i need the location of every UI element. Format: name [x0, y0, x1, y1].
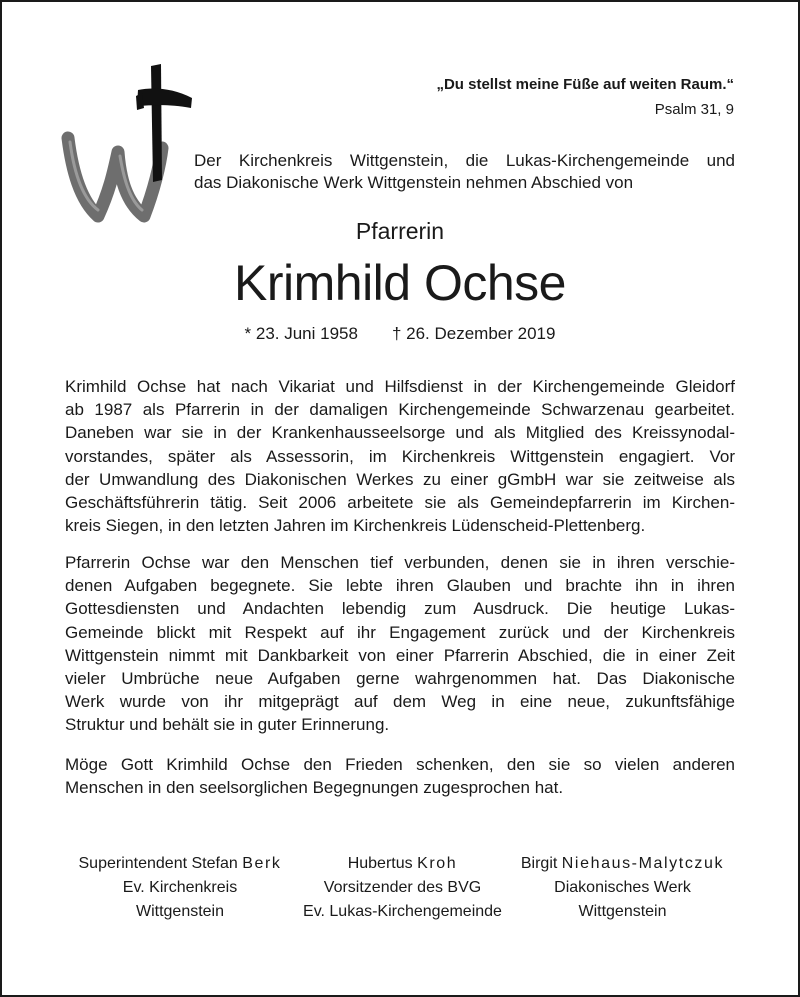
paragraph-line: Menschen in den seelsorglichen Begegnungen zugesprochen hat. — [65, 778, 564, 798]
signatory-role: Vorsitzender des BVG — [323, 879, 482, 896]
life-dates — [0, 324, 800, 344]
signatory-surname: Berk — [242, 855, 282, 872]
signature-bvg-chair — [285, 852, 520, 924]
signatory-organization-location: Wittgenstein — [135, 903, 225, 920]
signature-superintendent — [60, 852, 300, 924]
deceased-name: Krimhild Ochse — [234, 255, 566, 311]
signatory-organization: Ev. Kirchenkreis — [122, 879, 238, 896]
paragraph-line: Pfarrerin Ochse war den Menschen tief verbunden, denen sie in ihren verschie- — [65, 553, 735, 572]
signatory-name — [285, 852, 520, 876]
signatory-surname: Niehaus-Malytczuk — [561, 855, 725, 872]
paragraph-line: Krimhild Ochse hat nach Vikariat und Hilfsdienst in der Kirchengemeinde Gleidorf — [65, 377, 735, 396]
signatory-organization: Diakonisches Werk — [554, 879, 691, 896]
paragraph-line: Daneben war sie in der Krankenhausseelsorge und als Mitglied des Kreissynodal- — [65, 423, 735, 443]
paragraph-line: denen Aufgaben begegnete. Sie lebte ihren Glauben und brachte ihn in ihren — [65, 576, 735, 596]
paragraph-line: Gottesdiensten und Andachten lebendig zum Ausdruck. Die heutige Lukas- — [65, 599, 735, 619]
paragraph-line: Geschäftsführerin tätig. Seit 2006 arbeitete sie als Gemeindepfarrerin im Kirchen- — [65, 493, 735, 513]
signatory-first-names: Birgit — [520, 855, 562, 872]
signatory-name — [505, 852, 740, 876]
signatory-name — [60, 852, 300, 876]
birth-date: * 23. Juni 1958 — [244, 324, 358, 343]
epigraph-quote: „Du stellst meine Füße auf weiten Raum.“ — [436, 76, 734, 93]
paragraph-line: der Umwandlung des Diakonischen Werkes zu einer gGmbH war sie zeitweise als — [65, 469, 735, 489]
paragraph-line: Struktur und behält sie in guter Erinnerung. — [65, 715, 390, 735]
paragraph-biography — [65, 375, 735, 537]
paragraph-blessing — [65, 753, 735, 799]
signatory-first-names: Hubertus — [347, 855, 418, 872]
signatory-first-names: Superintendent Stefan — [78, 855, 243, 872]
signatory-surname: Kroh — [417, 855, 458, 872]
church-district-logo — [58, 60, 198, 225]
paragraph-line: vorstandes, später als Assessorin, im Kirchenkreis Wittgenstein engagiert. Vor — [65, 446, 735, 466]
signature-diakonie — [505, 852, 740, 924]
intro-line: das Diakonische Werk Wittgenstein nehmen Abschied von — [194, 173, 634, 192]
paragraph-line: Werk wurde von ihr mitgeprägt auf dem Weg in eine neue, zukunftsfähige — [65, 692, 735, 712]
paragraph-line: Möge Gott Krimhild Ochse den Frieden schenken, den sie so vielen anderen — [65, 755, 735, 774]
paragraph-line: Gemeinde blickt mit Respekt auf ihr Engagement zurück und der Kirchenkreis — [65, 622, 735, 642]
intro-text — [194, 150, 735, 194]
paragraph-line: ab 1987 als Pfarrerin in der damaligen Kirchengemeinde Schwarzenau gearbeitet. — [65, 400, 735, 420]
paragraph-line: kreis Siegen, in den letzten Jahren im Kirchenkreis Lüdenscheid-Plettenberg. — [65, 516, 646, 536]
paragraph-tribute — [65, 551, 735, 737]
death-date: † 26. Dezember 2019 — [391, 324, 556, 343]
signatory-organization: Ev. Lukas-Kirchengemeinde — [303, 903, 502, 920]
deceased-title — [0, 218, 800, 245]
paragraph-line: vieler Umbrüche neue Aufgaben gerne wahrgenommen hat. Das Diakonische — [65, 669, 735, 689]
epigraph-reference: Psalm 31, 9 — [654, 101, 734, 118]
intro-line: Der Kirchenkreis Wittgenstein, die Lukas-Kirchengemeinde und — [194, 151, 735, 170]
paragraph-line: Wittgenstein nimmt mit Dankbarkeit von einer Pfarrerin Abschied, die in einer Zeit — [65, 645, 735, 665]
deceased-title-text: Pfarrerin — [355, 218, 445, 244]
signatory-organization-location: Wittgenstein — [578, 903, 667, 920]
